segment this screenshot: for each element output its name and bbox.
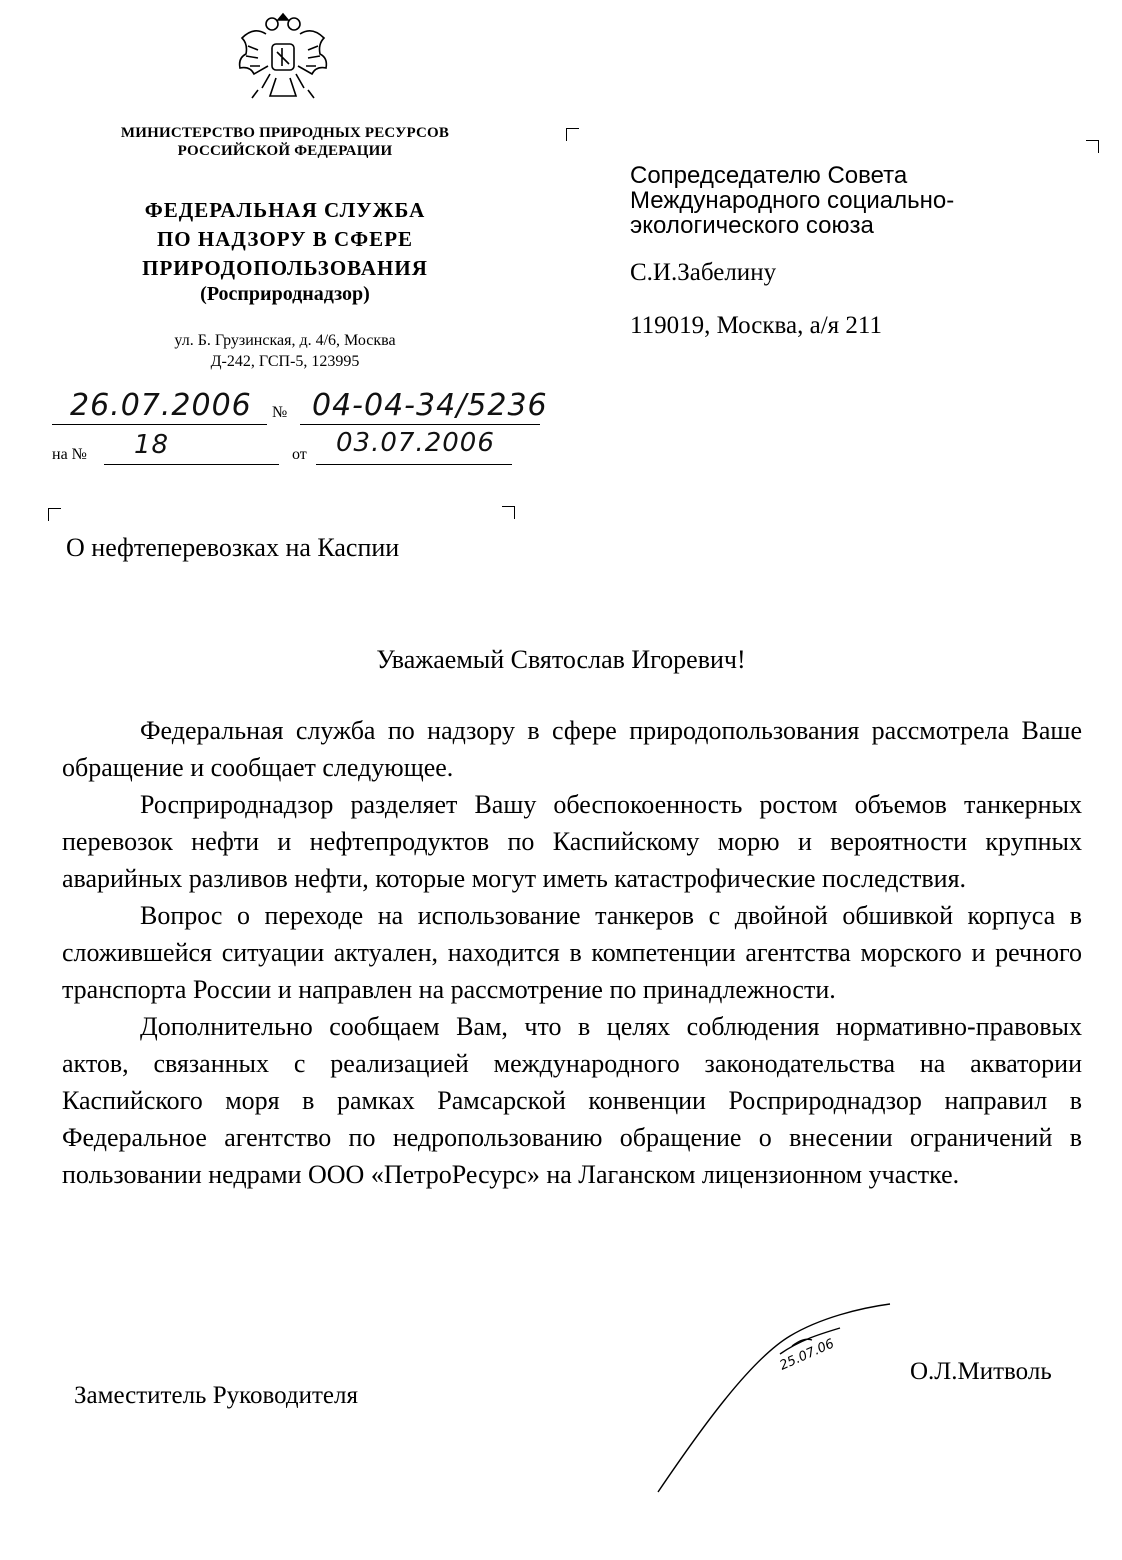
recipient-address: 119019, Москва, а/я 211 xyxy=(630,312,882,339)
recipient-name: С.И.Забелину xyxy=(630,259,777,286)
sender-address xyxy=(70,330,500,372)
body-paragraph: Росприроднадзор разделяет Вашу обеспокоенность ростом объемов танкерных перевозок нефти и нефтепродуктов по Каспийскому морю и вероятности крупных аварийных разливов нефти, которые могут иметь катастрофические последствия. xyxy=(62,790,1082,893)
recipient-block xyxy=(630,163,1090,238)
date-underline xyxy=(52,424,267,425)
service-line: ПРИРОДОПОЛЬЗОВАНИЯ xyxy=(142,256,428,280)
outgoing-number: 04-04-34/5236 xyxy=(312,388,548,423)
signer-name: О.Л.Митволь xyxy=(910,1358,1052,1385)
ministry-name xyxy=(70,124,500,160)
handwritten-signature xyxy=(640,1300,910,1500)
from-label: от xyxy=(292,446,307,463)
reply-date: 03.07.2006 xyxy=(336,428,495,458)
corner-mark xyxy=(48,508,61,521)
service-name xyxy=(70,196,500,283)
service-short-name: (Росприроднадзор) xyxy=(200,283,370,305)
body-paragraph: Дополнительно сообщаем Вам, что в целях соблюдения нормативно-правовых актов, связанных с реализацией международного законодательства на акватории Каспийского моря в рамках Рамсарской конвенции Росприроднадзор направил в Федеральное агентство по недропользованию обращение о внесении ограничений в пользовании недрами ООО «ПетроРесурс» на Лаганском лицензионном участке. xyxy=(62,1012,1082,1189)
corner-mark xyxy=(566,128,579,141)
ministry-line: РОССИЙСКОЙ ФЕДЕРАЦИИ xyxy=(177,143,393,159)
service-line: ПО НАДЗОРУ В СФЕРЕ xyxy=(156,227,414,251)
letter-body xyxy=(62,712,1082,1193)
recipient-line: Сопредседателю Совета xyxy=(630,162,908,189)
number-underline xyxy=(300,424,540,425)
address-line: Д-242, ГСП-5, 123995 xyxy=(210,353,360,370)
reply-date-underline xyxy=(316,464,512,465)
body-paragraph: Федеральная служба по надзору в сфере природопользования рассмотрела Ваше обращение и сообщает следующее. xyxy=(62,716,1082,782)
reply-number-label: на № xyxy=(52,446,87,463)
emblem-icon xyxy=(230,6,336,106)
greeting: Уважаемый Святослав Игоревич! xyxy=(376,645,746,674)
letter-subject: О нефтеперевозках на Каспии xyxy=(66,533,400,562)
number-label: № xyxy=(272,404,288,421)
corner-mark xyxy=(1086,140,1099,153)
address-line: ул. Б. Грузинская, д. 4/6, Москва xyxy=(174,332,396,349)
svg-text:25.07.06: 25.07.06 xyxy=(777,1336,837,1374)
body-paragraph: Вопрос о переходе на использование танкеров с двойной обшивкой корпуса в сложившейся ситуации актуален, находится в компетенции агентства морского и речного транспорта России и направлен на рассмотрение по принадлежности. xyxy=(62,901,1082,1004)
service-line: ФЕДЕРАЛЬНАЯ СЛУЖБА xyxy=(144,198,426,222)
reply-number-underline xyxy=(104,464,279,465)
recipient-line: Международного социально- xyxy=(630,187,955,214)
reply-number: 18 xyxy=(134,430,170,460)
corner-mark xyxy=(502,506,515,519)
outgoing-date: 26.07.2006 xyxy=(70,388,252,423)
recipient-line: экологического союза xyxy=(630,212,874,239)
signer-position: Заместитель Руководителя xyxy=(74,1382,358,1409)
ministry-line: МИНИСТЕРСТВО ПРИРОДНЫХ РЕСУРСОВ xyxy=(120,125,450,141)
